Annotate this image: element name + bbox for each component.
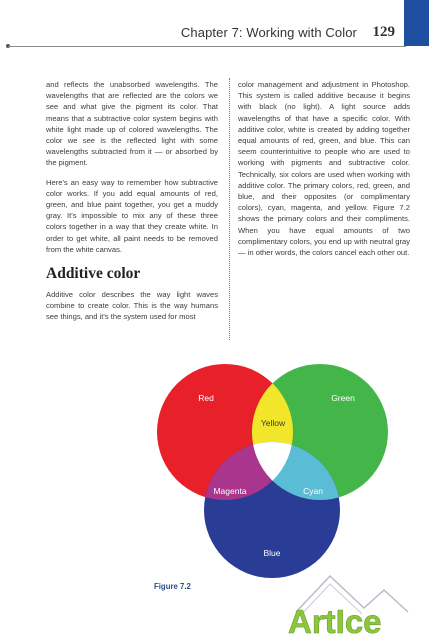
body-paragraph: Additive color describes the way light waves combine to create color. This is the way humans see things, and it's the system used for most [46, 290, 218, 322]
yellow-label: Yellow [260, 418, 286, 428]
blue-label: Blue [263, 548, 281, 558]
green-label: Green [331, 393, 355, 403]
magenta-label: Magenta [213, 486, 247, 496]
figure-caption: Figure 7.2 [154, 582, 191, 591]
body-paragraph: color management and adjustment in Photoshop. This system is called additive because it begins with black (no light). A light source adds wavelengths of that have a specific color. With additive color, white is created by adding together equal amounts of red, green, and blue. This can seem counterintuitive to people who are used to working with pigments and subtractive color. Technically, six colors are used when working with additive color. The primary colors, red, green, and blue, and their opposites (or complimentary colors), cyan, magenta, and yellow. Figure 7.2 shows the primary colors and their compliments. When you have equal amounts of two complimentary colors, you end up with neutral gray — in other words, the colors cancel each other out. [238, 80, 410, 258]
body-paragraph: Here's an easy way to remember how subtractive color works. If you add equal amounts of red, green, and blue paint together, you get a muddy gray. It's impossible to mix any of these three colors together in a way that they create white. In order to get white, all paint needs to be removed from the white canvas. [46, 177, 218, 254]
chapter-title: Chapter 7: Working with Color [180, 25, 357, 40]
section-heading: Additive color [46, 265, 141, 283]
body-paragraph: and reflects the unabsorbed wavelengths. The wavelengths that are reflected are the colors we see and what give the pigment its color. That means that a subtractive color system begins with white light made up of colored wavelengths. The color we see is the reflected light with some wavelengths subtracted from it — or absorbed by the pigment. [46, 80, 218, 168]
cyan-label: Cyan [303, 486, 323, 496]
red-label: Red [198, 393, 214, 403]
page-number: 129 [372, 24, 395, 40]
logo-text: ArtIce [288, 603, 382, 640]
